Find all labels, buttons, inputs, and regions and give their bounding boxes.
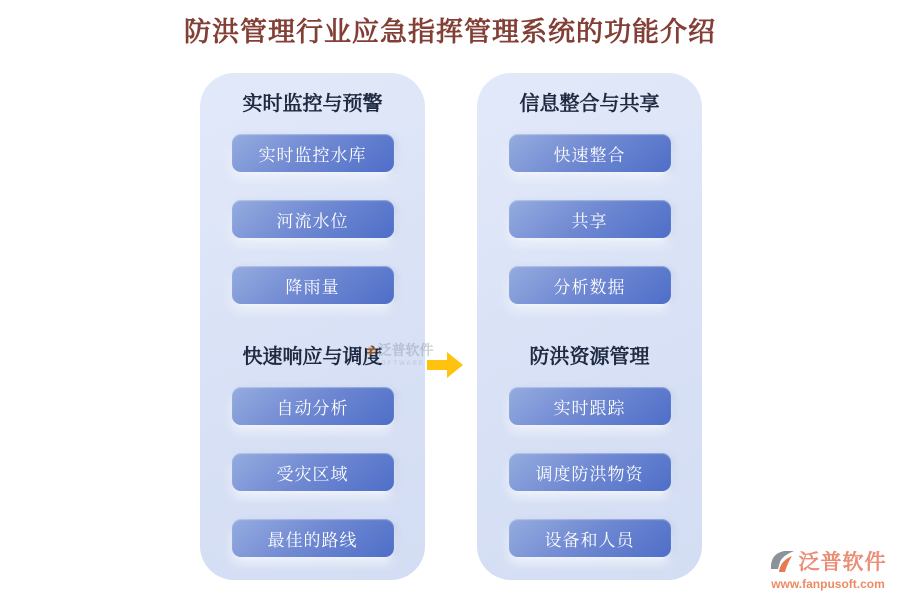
feature-pill: 快速整合	[509, 134, 671, 172]
feature-pill: 实时跟踪	[509, 387, 671, 425]
fanpu-logo-icon	[770, 549, 796, 574]
feature-pill: 实时监控水库	[232, 134, 394, 172]
section-header: 实时监控与预警	[242, 93, 383, 115]
watermark-brand: 泛普软件	[377, 342, 434, 358]
feature-pill: 设备和人员	[509, 519, 671, 557]
page-title: 防洪管理行业应急指挥管理系统的功能介绍	[184, 17, 716, 47]
feature-pill: 共享	[509, 200, 671, 238]
feature-pill: 分析数据	[509, 266, 671, 304]
feature-pill: 调度防洪物资	[509, 453, 671, 491]
feature-pill: 受灾区域	[232, 453, 394, 491]
feature-pill: 降雨量	[232, 266, 394, 304]
brand-name: 泛普软件	[798, 551, 887, 574]
section-header: 信息整合与共享	[519, 93, 660, 115]
feature-pill: 自动分析	[232, 387, 394, 425]
section-header: 防洪资源管理	[529, 346, 650, 368]
panel-left	[200, 73, 425, 580]
feature-pill: 河流水位	[232, 200, 394, 238]
watermark-subtext: SOFTWARE	[375, 361, 425, 367]
feature-pill: 最佳的路线	[232, 519, 394, 557]
brand-logo	[761, 546, 895, 591]
section-header: 快速响应与调度	[242, 346, 383, 368]
panel-right	[477, 73, 702, 580]
brand-url: www.fanpusoft.com	[771, 577, 885, 591]
right-arrow-icon	[427, 351, 463, 379]
